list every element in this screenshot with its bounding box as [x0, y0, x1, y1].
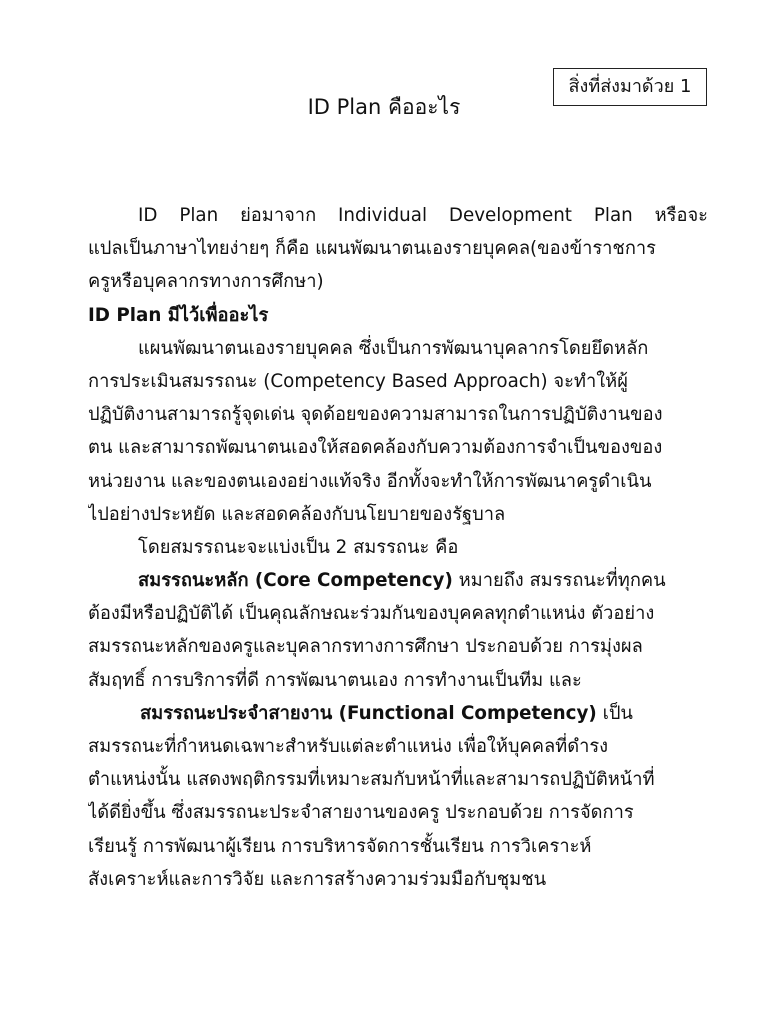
core-line-2: ต้องมีหรือปฏิบัติได้ เป็นคุณลักษณะร่วมกันของบุคคลทุกตำแหน่ง ตัวอย่าง — [88, 603, 655, 625]
functional-line-4: ได้ดียิ่งขึ้น ซึ่งสมรรถนะประจำสายงานของครู ประกอบด้วย การจัดการ — [88, 802, 634, 824]
section-heading-purpose: ID Plan มีไว้เพื่ออะไร — [88, 304, 269, 326]
p2-line-4: ตน และสามารถพัฒนาตนเองให้สอดคล้องกับความต้องการจำเป็นของของ — [88, 437, 663, 459]
core-line-1: สมรรถนะหลัก (Core Competency) หมายถึง สมรรถนะที่ทุกคน — [138, 570, 666, 592]
functional-line-2: สมรรถนะที่กำหนดเฉพาะสำหรับแต่ละตำแหน่ง เพื่อให้บุคคลที่ดำรง — [88, 736, 609, 757]
p1-line-1: ID Plan ย่อมาจาก Individual Development Plan หรือจะ — [138, 205, 708, 226]
p3-line-1: โดยสมรรถนะจะแบ่งเป็น 2 สมรรถนะ คือ — [138, 536, 459, 558]
functional-line-6: สังเคราะห์และการวิจัย และการสร้างความร่วมมือกับชุมชน — [88, 868, 547, 890]
core-line-3: สมรรถนะหลักของครูและบุคลากรทางการศึกษา ประกอบด้วย การมุ่งผล — [88, 636, 643, 658]
document-body — [88, 199, 708, 896]
p2-line-1: แผนพัฒนาตนเองรายบุคคล ซึ่งเป็นการพัฒนาบุคลากรโดยยึดหลัก — [138, 337, 649, 359]
page-title: ID Plan คืออะไร — [307, 95, 461, 119]
attachment-label: สิ่งที่ส่งมาด้วย 1 — [553, 68, 707, 106]
functional-line-5: เรียนรู้ การพัฒนาผู้เรียน การบริหารจัดการชั้นเรียน การวิเคราะห์ — [88, 835, 592, 857]
functional-line-1: สมรรถนะประจำสายงาน (Functional Competency) เป็น — [140, 702, 633, 724]
p1-line-2: แปลเป็นภาษาไทยง่ายๆ ก็คือ แผนพัฒนาตนเองรายบุคคล(ของข้าราชการ — [88, 238, 656, 260]
p2-line-2: การประเมินสมรรถนะ (Competency Based Approach) จะทำให้ผู้ — [88, 370, 628, 392]
p2-line-5: หน่วยงาน และของตนเองอย่างแท้จริง อีกทั้งจะทำให้การพัฒนาครูดำเนิน — [88, 470, 652, 492]
functional-competency-term: สมรรถนะประจำสายงาน (Functional Competency) — [140, 702, 597, 724]
core-competency-term: สมรรถนะหลัก (Core Competency) — [138, 570, 453, 592]
p2-line-3: ปฏิบัติงานสามารถรู้จุดเด่น จุดด้อยของความสามารถในการปฏิบัติงานของ — [88, 404, 663, 426]
p1-line-3: ครูหรือบุคลากรทางการศึกษา) — [88, 271, 324, 293]
core-line-4: สัมฤทธิ์ การบริการที่ดี การพัฒนาตนเอง การทำงานเป็นทีม และ — [88, 669, 582, 691]
functional-line-3: ตำแหน่งนั้น แสดงพฤติกรรมที่เหมาะสมกับหน้าที่และสามารถปฏิบัติหน้าที่ — [88, 769, 655, 791]
p2-line-6: ไปอย่างประหยัด และสอดคล้องกับนโยบายของรัฐบาล — [88, 503, 506, 525]
